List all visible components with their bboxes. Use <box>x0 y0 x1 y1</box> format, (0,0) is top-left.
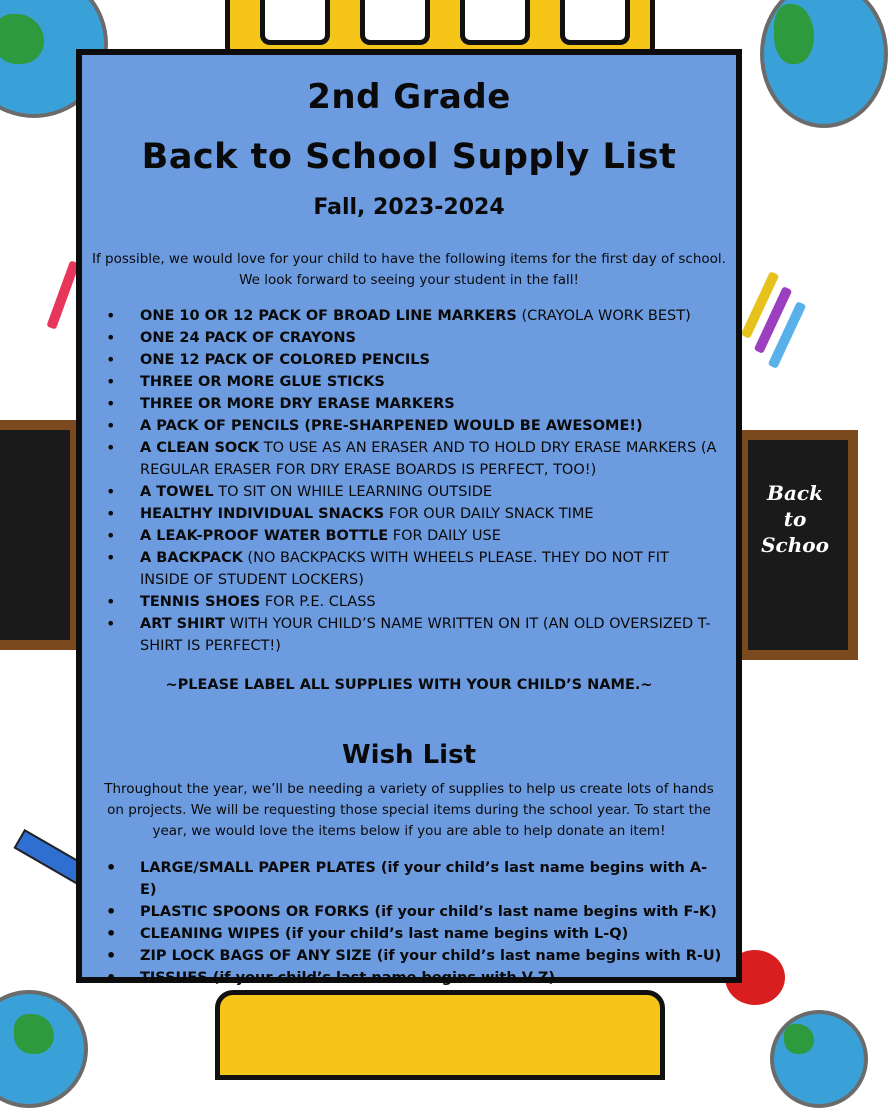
term-subtitle: Fall, 2023-2024 <box>313 195 505 220</box>
wish-list-intro: Throughout the year, we’ll be needing a variety of supplies to help us create lots of hands on projects. We will be requesting those special items during the school year. To start the year, we would love the items below if you are able to help donate an item! <box>104 781 714 839</box>
list-item: • ART SHIRT WITH YOUR CHILD’S NAME WRITTEN ON IT (AN OLD OVERSIZED T-SHIRT IS PERFECT!) <box>106 613 722 657</box>
list-item: • CLEANING WIPES (if your child’s last name begins with L-Q) <box>106 923 722 945</box>
list-item: • TENNIS SHOES FOR P.E. CLASS <box>106 591 722 613</box>
chalkboard-text: Back to Schoo <box>761 481 829 557</box>
list-item: • A LEAK-PROOF WATER BOTTLE FOR DAILY USE <box>106 525 722 547</box>
list-item: • ONE 12 PACK OF COLORED PENCILS <box>106 349 722 371</box>
list-item: • THREE OR MORE GLUE STICKS <box>106 371 722 393</box>
list-item: • ZIP LOCK BAGS OF ANY SIZE (if your child’s last name begins with R-U) <box>106 945 722 967</box>
list-item: • ONE 10 OR 12 PACK OF BROAD LINE MARKERS (CRAYOLA WORK BEST) <box>106 305 722 327</box>
crayon-icon <box>46 260 79 329</box>
list-item: • A PACK OF PENCILS (PRE-SHARPENED WOULD BE AWESOME!) <box>106 415 722 437</box>
supply-list <box>106 305 722 657</box>
list-item: • A CLEAN SOCK TO USE AS AN ERASER AND TO HOLD DRY ERASE MARKERS (A REGULAR ERASER FOR DRY ERASE BOARDS IS PERFECT, TOO!) <box>106 437 722 481</box>
globe-icon <box>770 1010 868 1108</box>
list-item: • LARGE/SMALL PAPER PLATES (if your child’s last name begins with A-E) <box>106 857 722 901</box>
list-item: • HEALTHY INDIVIDUAL SNACKS FOR OUR DAILY SNACK TIME <box>106 503 722 525</box>
globe-icon <box>760 0 888 128</box>
intro-line-2: We look forward to seeing your student in the fall! <box>239 272 579 288</box>
list-item: • A BACKPACK (NO BACKPACKS WITH WHEELS PLEASE. THEY DO NOT FIT INSIDE OF STUDENT LOCKERS) <box>106 547 722 591</box>
globe-icon <box>0 990 88 1108</box>
list-item: • A TOWEL TO SIT ON WHILE LEARNING OUTSIDE <box>106 481 722 503</box>
list-item: • TISSUES (if your child’s last name begins with V-Z) <box>106 967 722 989</box>
grade-heading: 2nd Grade <box>307 77 511 117</box>
chalkboard-right-illustration <box>738 430 858 660</box>
wish-list <box>106 857 722 989</box>
school-bus-bottom-illustration <box>215 990 665 1080</box>
supply-list-panel <box>76 49 742 986</box>
list-item: • THREE OR MORE DRY ERASE MARKERS <box>106 393 722 415</box>
list-item: • PLASTIC SPOONS OR FORKS (if your child’s last name begins with F-K) <box>106 901 722 923</box>
intro-text <box>92 249 726 291</box>
intro-line-1: If possible, we would love for your child to have the following items for the first day of school. <box>92 251 726 267</box>
page-title: Back to School Supply List <box>141 137 677 177</box>
chalkboard-left-illustration <box>0 420 80 650</box>
label-note: ~PLEASE LABEL ALL SUPPLIES WITH YOUR CHILD’S NAME.~ <box>165 677 653 693</box>
wish-list-title: Wish List <box>341 740 476 770</box>
list-item: • ONE 24 PACK OF CRAYONS <box>106 327 722 349</box>
